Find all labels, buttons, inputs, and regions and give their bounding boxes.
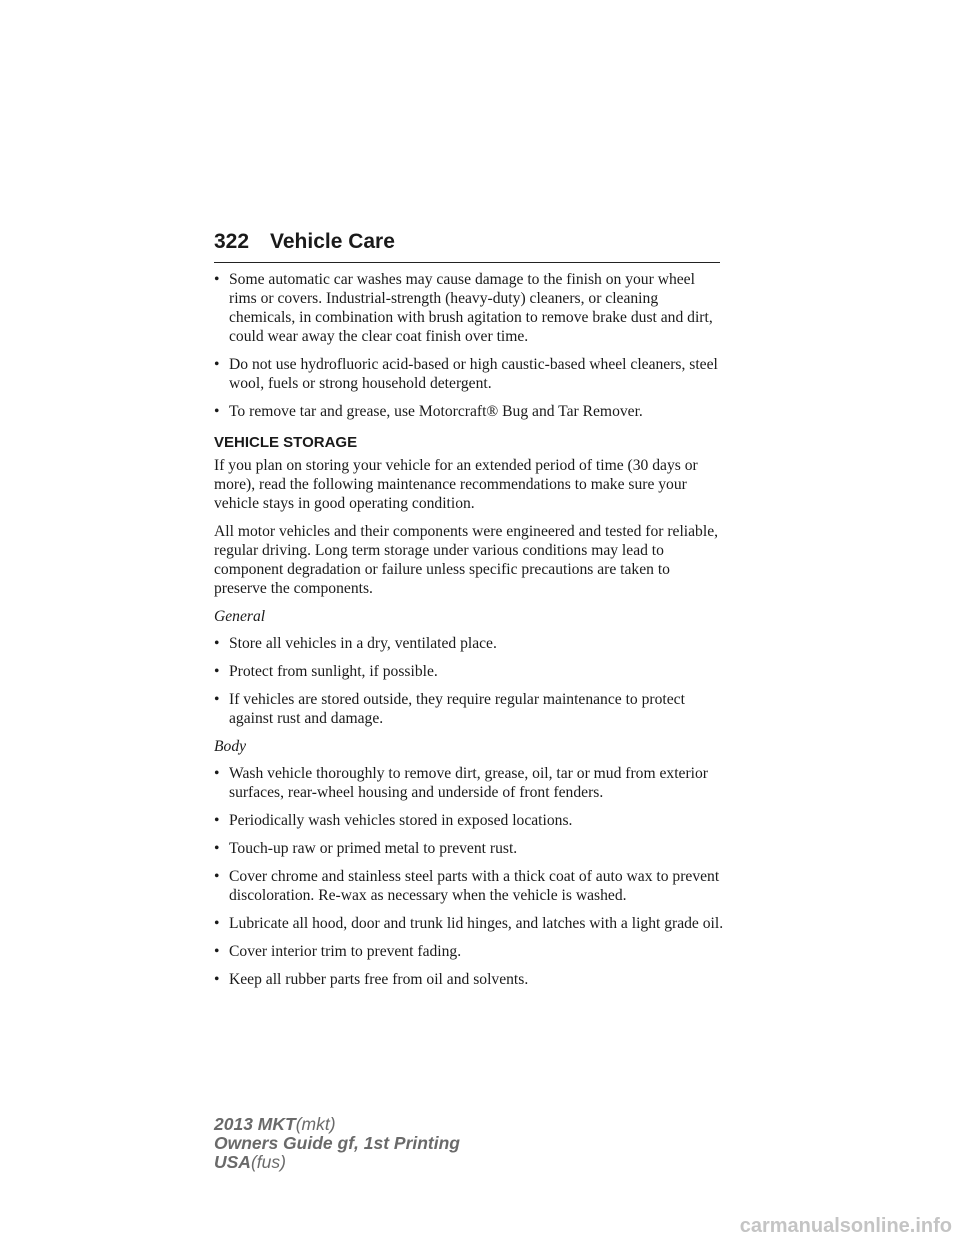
list-item [214, 662, 724, 681]
bullet-glyph: • [214, 971, 220, 988]
footer-line-model [214, 1115, 460, 1134]
bullet-glyph: • [214, 663, 220, 680]
list-item [214, 402, 724, 421]
site-watermark: carmanualsonline.info [739, 1215, 952, 1237]
bullet-text: Do not use hydrofluoric acid-based or high caustic-based wheel cleaners, steel wool, fuels or strong household detergent. [229, 356, 718, 392]
bullet-glyph: • [214, 915, 220, 932]
section-title: Vehicle Care [270, 230, 395, 253]
list-item [214, 839, 724, 858]
bullet-glyph: • [214, 868, 220, 885]
list-item [214, 970, 724, 989]
bullet-text: Store all vehicles in a dry, ventilated place. [229, 635, 497, 652]
bullet-glyph: • [214, 635, 220, 652]
print-footer [214, 1115, 460, 1172]
footer-guide-edition: Owners Guide gf, 1st Printing [214, 1133, 460, 1153]
bullet-glyph: • [214, 691, 220, 708]
list-item [214, 867, 724, 905]
bullet-text: Cover interior trim to prevent fading. [229, 943, 462, 960]
storage-paragraph-1: If you plan on storing your vehicle for an extended period of time (30 days or more), read the following maintenance recommendations to make sure your vehicle stays in good operating condition. [214, 457, 698, 512]
bullet-text: Periodically wash vehicles stored in exposed locations. [229, 812, 573, 829]
footer-market-code: (fus) [250, 1152, 286, 1172]
bullet-text: Touch-up raw or primed metal to prevent rust. [229, 840, 518, 857]
bullet-text: If vehicles are stored outside, they require regular maintenance to protect against rust and damage. [229, 691, 685, 727]
bullet-glyph: • [214, 943, 220, 960]
footer-market: USA [214, 1152, 251, 1172]
list-item [214, 811, 724, 830]
bullet-glyph: • [214, 356, 220, 373]
list-item [214, 355, 724, 393]
list-item [214, 690, 724, 728]
bullet-glyph: • [214, 765, 220, 782]
bullet-text: Protect from sunlight, if possible. [229, 663, 438, 680]
bullet-text: Some automatic car washes may cause damage to the finish on your wheel rims or covers. Industrial-strength (heavy-duty) cleaners, or cleaning chemicals, in combination with brush agitation to remove brake dust and dirt, could wear away the clear coat finish over time. [229, 271, 713, 345]
body-subheading: Body [214, 738, 247, 755]
list-item [214, 914, 724, 933]
bullet-text: Lubricate all hood, door and trunk lid hinges, and latches with a light grade oil. [229, 915, 724, 932]
footer-model: 2013 MKT [214, 1114, 296, 1134]
bullet-text: Cover chrome and stainless steel parts with a thick coat of auto wax to prevent discoloration. Re-wax as necessary when the vehicle is washed. [229, 868, 720, 904]
bullet-text: Wash vehicle thoroughly to remove dirt, grease, oil, tar or mud from exterior surfaces, rear-wheel housing and underside of front fenders. [229, 765, 708, 801]
bullet-glyph: • [214, 812, 220, 829]
bullet-text: Keep all rubber parts free from oil and solvents. [229, 971, 529, 988]
bullet-text: To remove tar and grease, use Motorcraft® Bug and Tar Remover. [229, 403, 643, 420]
page-header [214, 228, 720, 263]
bullet-glyph: • [214, 403, 220, 420]
list-item [214, 270, 724, 346]
bullet-glyph: • [214, 271, 220, 288]
list-item [214, 634, 724, 653]
vehicle-storage-heading: VEHICLE STORAGE [214, 434, 358, 451]
bullet-glyph: • [214, 840, 220, 857]
page-content [214, 270, 724, 998]
list-item [214, 942, 724, 961]
footer-line-market [214, 1153, 460, 1172]
list-item [214, 764, 724, 802]
footer-model-code: (mkt) [295, 1114, 336, 1134]
storage-paragraph-2: All motor vehicles and their components were engineered and tested for reliable, regular driving. Long term storage under various conditions may lead to component degradation or failure unless specific precautions are taken to preserve the components. [214, 523, 719, 597]
general-subheading: General [214, 608, 266, 625]
page-number: 322 [214, 230, 250, 253]
